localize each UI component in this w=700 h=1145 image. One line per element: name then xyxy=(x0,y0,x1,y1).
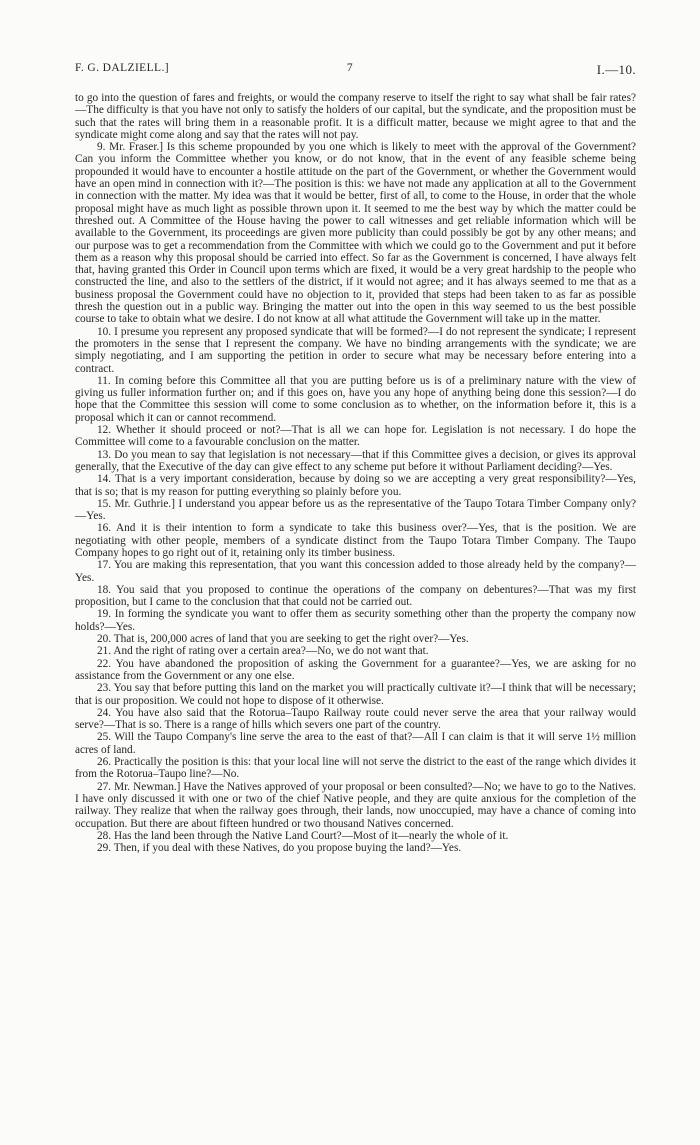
paragraph-continuation: to go into the question of fares and freights, or would the company reserve to itself the right to say what shall be fair rates?—The difficulty is that you have not only to satisfy the holders of our capital, but the syndicate, and the proposition must be such that the rates will bring them in a reasonable profit. It is a difficult matter, because we might agree to that and the syndicate might come along and say that the rates will not pay. xyxy=(75,92,636,141)
paragraph-q15: 15. Mr. Guthrie.] I understand you appear before us as the representative of the Taupo Totara Timber Company only?—Yes. xyxy=(75,497,636,523)
paragraph-q26: 26. Practically the position is this: that your local line will not serve the district to the east of the range which divides it from the Rotorua–Taupo line?—No. xyxy=(75,756,636,781)
page-number: 7 xyxy=(346,62,354,74)
paragraph-q21: 21. And the right of rating over a certain area?—No, we do not want that. xyxy=(97,645,429,658)
paragraph-q27: 27. Mr. Newman.] Have the Natives approved of your proposal or been consulted?—No; we have to go to the Natives. I have only discussed it with one or two of the chief Native people, and they are quite anxious for the completion of the railway. They realize that when the railway goes through, their lands, now unoccupied, may have a chance of coming into occupation. But there are about fifteen hundred or two thousand Natives concerned. xyxy=(75,780,636,830)
paragraph-q9: 9. Mr. Fraser.] Is this scheme propounded by you one which is likely to meet with the approval of the Government? Can you inform the Committee whether you know, or do not know, that in the event of any feasible scheme being propounded it would have to encounter a hostile attitude on the part of the Government, or whether the Government would have an open mind in connection with it?—The position is this: we have not made any application at all to the Government in connection with the matter. My idea was that it would be better, first of all, to come to the House, in order that the whole proposal might have as much light as possible thrown upon it. It seemed to me the best way by which the matter could be threshed out. A Committee of the House having the power to call witnesses and get reliable information which will be available to the Government, its proceedings are given more publicity than could possibly be got by any other means; and our purpose was to get a recommendation from the Committee with which we could go to the Government and put it before them as a reason why this proposal should be carried into effect. So far as the Government is concerned, I have always felt that, having granted this Order in Council upon terms which are fixed, it would be a very great hardship to the people who constructed the line, and also to the settlers of the district, if it would not agree; and it has always seemed to me that as a business proposal the Government could have no objection to it, provided that steps had been taken to as far as possible thresh the question out in a public way. Bringing the matter out into the open in this way seemed to us the best possible course to take to obtain what we desire. I do not know at all what attitude the Government will take up in the matter. xyxy=(75,141,636,326)
paragraph-q19: 19. In forming the syndicate you want to offer them as security something other than the property the company now holds?—Yes. xyxy=(75,608,636,633)
paragraph-q25: 25. Will the Taupo Company's line serve the area to the east of that?—All I can claim is that it will serve 1½ million acres of land. xyxy=(75,731,636,756)
paragraph-q18: 18. You said that you proposed to continue the operations of the company on debentures?—That was my first proposition, but I came to the conclusion that that could not be carried out. xyxy=(75,583,636,609)
document-body xyxy=(75,92,636,854)
paragraph-q17: 17. You are making this representation, that you want this concession added to those already held by the company?—Yes. xyxy=(75,559,636,584)
document-reference: I.—10. xyxy=(596,62,636,77)
paragraph-q11: 11. In coming before this Committee all that you are putting before us is of a preliminary nature with the view of giving us fuller information further on; and if this goes on, have you any hope of anything being done this session?—I do hope that the Committee this session will come to some conclusion as to whether, on the information before it, this is a proposal which it can or cannot recommend. xyxy=(75,374,636,424)
paragraph-q12: 12. Whether it should proceed or not?—That is all we can hope for. Legislation is not necessary. I do hope the Committee will come to a favourable conclusion on the matter. xyxy=(75,424,636,449)
paragraph-q23: 23. You say that before putting this land on the market you will practically cultivate it?—I think that will be necessary; that is our proposition. We could not hope to dispose of it otherwise. xyxy=(75,682,636,707)
paragraph-q24: 24. You have also said that the Rotorua–Taupo Railway route could never serve the area that your railway would serve?—That is so. There is a range of hills which severs one part of the country. xyxy=(75,706,636,732)
paragraph-q16: 16. And it is their intention to form a syndicate to take this business over?—Yes, that is the position. We are negotiating with other people, members of a syndicate distinct from the Taupo Totara Timber Company. The Taupo Company hopes to go right out of it, retaining only its timber business. xyxy=(75,522,636,559)
paragraph-q14: 14. That is a very important consideration, because by doing so we are accepting a very great responsibility?—Yes, that is so; that is my reason for putting everything so plainly before you. xyxy=(75,473,636,498)
paragraph-q29: 29. Then, if you deal with these Natives, do you propose buying the land?—Yes. xyxy=(97,842,462,855)
paragraph-q10: 10. I presume you represent any proposed syndicate that will be formed?—I do not represent the syndicate; I represent the promoters in the sense that I represent the company. We have no binding arrangements with the syndicate; we are simply negotiating, and I am supporting the petition in order to secure what may be necessary before entering into a contract. xyxy=(75,325,636,375)
paragraph-q22: 22. You have abandoned the proposition of asking the Government for a guarantee?—Yes, we are asking for no assistance from the Government or any one else. xyxy=(75,657,636,682)
paragraph-q28: 28. Has the land been through the Native Land Court?—Most of it—nearly the whole of it. xyxy=(97,829,509,842)
paragraph-q20: 20. That is, 200,000 acres of land that you are seeking to get the right over?—Yes. xyxy=(97,633,469,646)
paragraph-q13: 13. Do you mean to say that legislation is not necessary—that if this Committee gives a decision, or gives its approval generally, that the Executive of the day can give effect to any scheme put before it without Parliament deciding?—Yes. xyxy=(75,448,636,473)
header-witness-name: F. G. DALZIELL.] xyxy=(75,62,169,74)
